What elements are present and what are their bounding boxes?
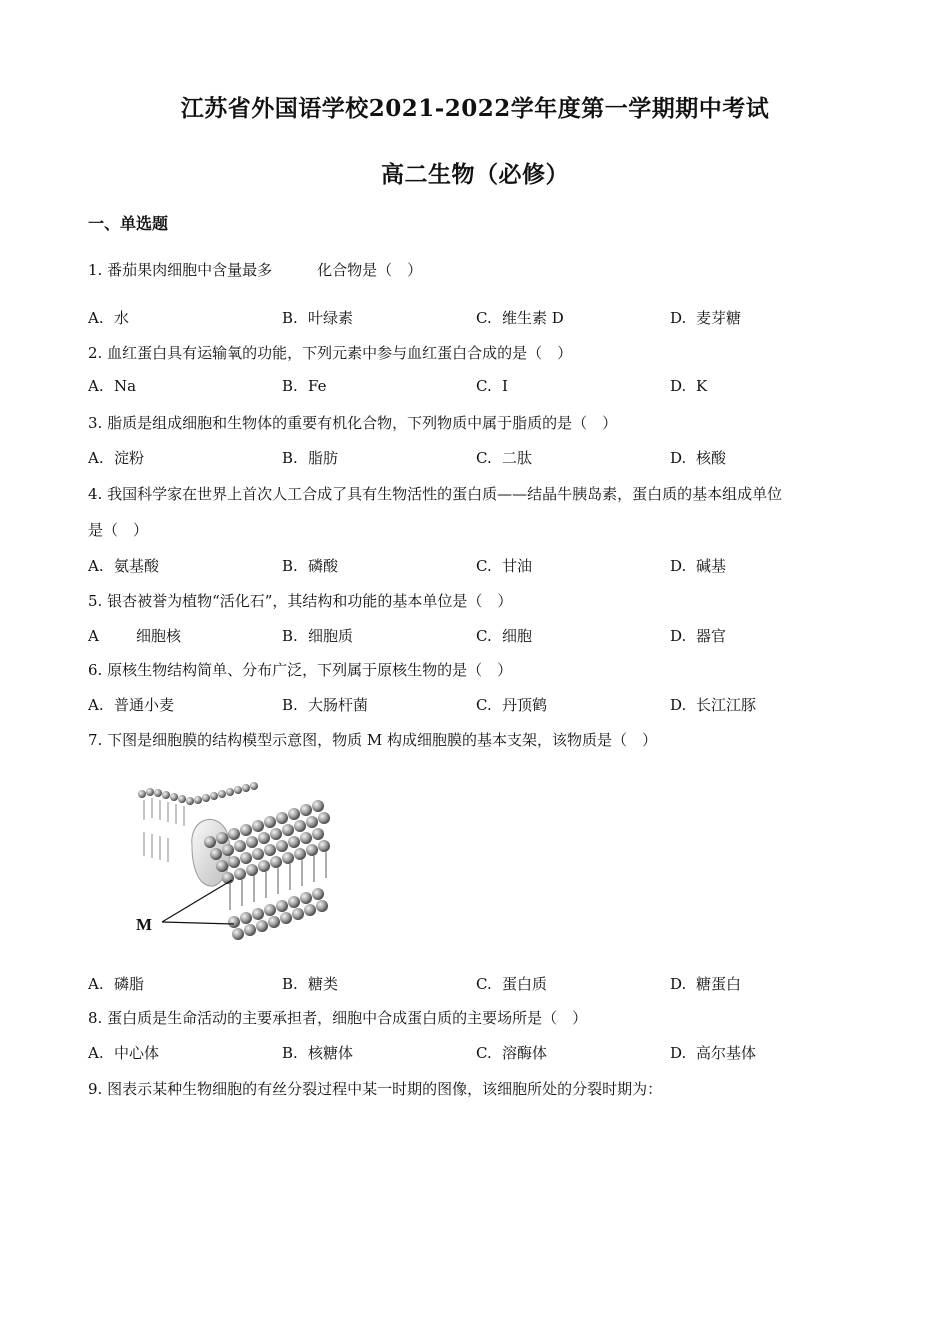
lipid-tails-back: [144, 798, 184, 862]
question-4-stem: 4. 我国科学家在世界上首次人工合成了具有生物活性的蛋白质——结晶牛胰岛素，蛋白质的基本组成单位: [88, 485, 783, 503]
question-6-options: [88, 694, 868, 716]
option-b[interactable]: B. 核糖体: [282, 1044, 354, 1062]
option-a[interactable]: A. Na: [88, 377, 137, 395]
question-2-stem: 2. 血红蛋白具有运输氧的功能，下列元素中参与血红蛋白合成的是（ ）: [88, 344, 573, 362]
cell-membrane-figure: [134, 760, 330, 960]
option-d[interactable]: D. 糖蛋白: [670, 975, 742, 993]
question-3-stem: 3. 脂质是组成细胞和生物体的重要有机化合物，下列物质中属于脂质的是（ ）: [88, 414, 618, 432]
question-5-options: [88, 625, 868, 647]
option-c[interactable]: C. I: [476, 377, 508, 395]
question-4-options: [88, 555, 868, 577]
option-c[interactable]: C. 蛋白质: [476, 975, 548, 993]
option-a[interactable]: A. 磷脂: [88, 975, 145, 993]
question-7-stem: 7. 下图是细胞膜的结构模型示意图，物质 M 构成细胞膜的基本支架，该物质是（ ）: [88, 731, 657, 749]
option-d[interactable]: D. 器官: [670, 627, 727, 645]
question-8-stem: 8. 蛋白质是生命活动的主要承担者，细胞中合成蛋白质的主要场所是（ ）: [88, 1009, 588, 1027]
option-b[interactable]: B. 糖类: [282, 975, 339, 993]
question-3-options: [88, 447, 868, 469]
option-c[interactable]: C. 维生素 D: [476, 309, 564, 327]
pointer-lines: [162, 880, 234, 924]
question-7-options: [88, 973, 868, 995]
option-a[interactable]: A 细胞核: [88, 627, 182, 645]
option-c[interactable]: C. 细胞: [476, 627, 533, 645]
question-1-options: [88, 307, 868, 329]
exam-subtitle: 高二生物（必修）: [381, 161, 569, 188]
option-b[interactable]: B. 脂肪: [282, 449, 339, 467]
question-6-stem: 6. 原核生物结构简单、分布广泛，下列属于原核生物的是（ ）: [88, 661, 513, 679]
option-b[interactable]: B. 大肠杆菌: [282, 696, 369, 714]
option-a[interactable]: A. 氨基酸: [88, 557, 160, 575]
figure-label-m: M: [136, 915, 153, 934]
option-d[interactable]: D. 高尔基体: [670, 1044, 757, 1062]
option-d[interactable]: D. 麦芽糖: [670, 309, 742, 327]
option-a[interactable]: A. 普通小麦: [88, 696, 175, 714]
section-heading: 一、单选题: [88, 214, 169, 233]
option-a[interactable]: A. 中心体: [88, 1044, 160, 1062]
option-a[interactable]: A. 水: [88, 309, 130, 327]
lipid-heads-top: [204, 800, 330, 884]
lipid-heads-back: [138, 782, 258, 805]
option-a[interactable]: A. 淀粉: [88, 449, 145, 467]
option-c[interactable]: C. 溶酶体: [476, 1044, 548, 1062]
option-d[interactable]: D. 碱基: [670, 557, 727, 575]
option-c[interactable]: C. 丹顶鹤: [476, 696, 548, 714]
option-d[interactable]: D. 长江江豚: [670, 696, 757, 714]
lipid-heads-bottom: [228, 888, 328, 940]
option-b[interactable]: B. 磷酸: [282, 557, 339, 575]
question-9-stem: 9. 图表示某种生物细胞的有丝分裂过程中某一时期的图像，该细胞所处的分裂时期为：: [88, 1080, 663, 1098]
option-c[interactable]: C. 甘油: [476, 557, 533, 575]
question-8-options: [88, 1042, 868, 1064]
option-c[interactable]: C. 二肽: [476, 449, 533, 467]
option-b[interactable]: B. 叶绿素: [282, 309, 354, 327]
option-d[interactable]: D. 核酸: [670, 449, 727, 467]
question-1-stem: 1. 番茄果肉细胞中含量最多 化合物是（ ）: [88, 261, 423, 279]
exam-title: 江苏省外国语学校2021-2022学年度第一学期期中考试: [180, 95, 770, 122]
option-d[interactable]: D. K: [670, 377, 708, 395]
option-b[interactable]: B. 细胞质: [282, 627, 354, 645]
option-b[interactable]: B. Fe: [282, 377, 327, 395]
question-2-options: [88, 377, 868, 399]
question-4-stem-continued: 是（ ）: [88, 521, 149, 539]
question-5-stem: 5. 银杏被誉为植物“活化石”，其结构和功能的基本单位是（ ）: [88, 592, 513, 610]
